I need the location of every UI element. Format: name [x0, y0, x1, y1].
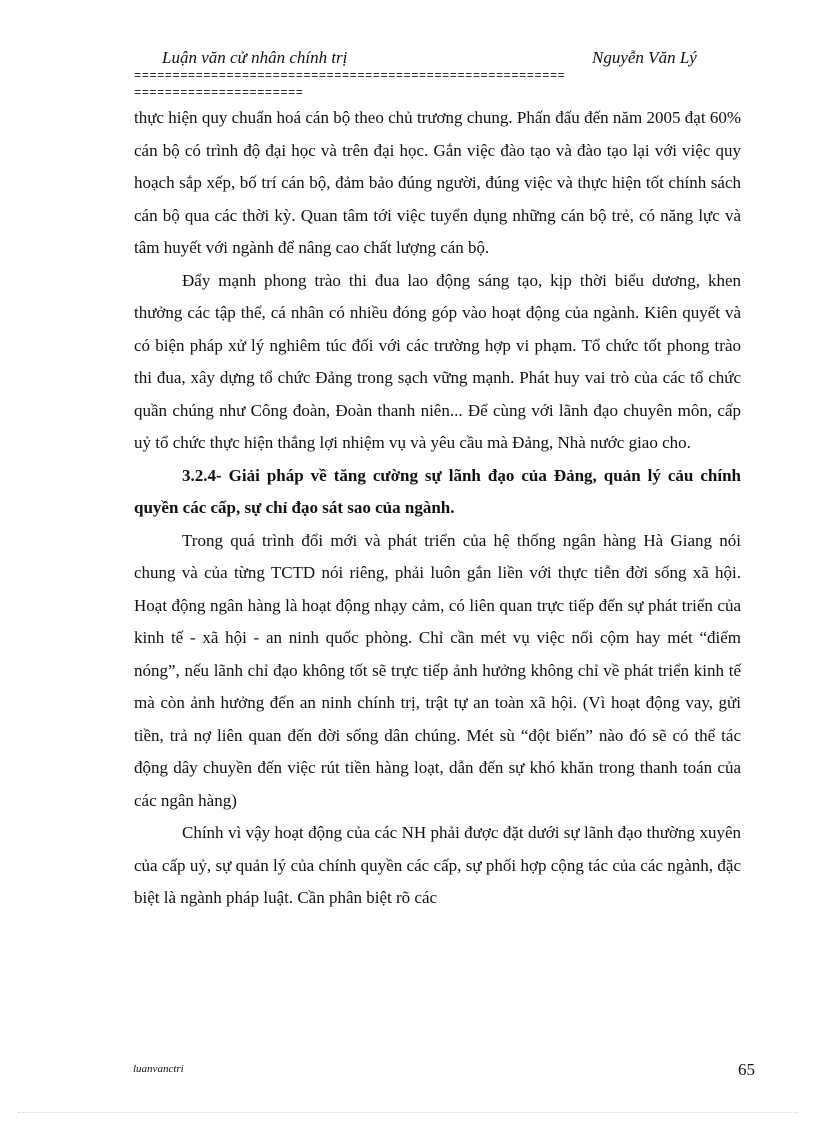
page-bottom-divider	[18, 1112, 798, 1113]
paragraph-3: Trong quá trình đổi mới và phát triển của hệ thống ngân hàng Hà Giang nói chung và của từng TCTD nói riêng, phải luôn gắn liền với thực tiễn đời sống xã hội. Hoạt động ngân hàng là hoạt động nhạy cảm, có liên quan trực tiếp đến sự phát triển của kinh tế - xã hội - an ninh quốc phòng. Chỉ cần mét vụ việc nổi cộm hay mét “điểm nóng”, nếu lãnh chỉ đạo không tốt sẽ trực tiếp ảnh hưởng không chỉ về phát triển kinh tế mà còn ảnh hưởng đến an ninh chính trị, trật tự an toàn xã hội. (Vì hoạt động vay, gửi tiền, trả nợ liên quan đến đời sống dân chúng. Mét sù “đột biến” nào đó sẽ có thể tác động dây chuyền đến việc rút tiền hàng loạt, dẫn đến sự khó khăn trong thanh toán của các ngân hàng)	[134, 530, 741, 810]
paragraph-2: Đẩy mạnh phong trào thi đua lao động sáng tạo, kịp thời biểu dương, khen thưởng các tập thể, cá nhân có nhiều đóng góp vào hoạt động của ngành. Kiên quyết và có biện pháp xử lý nghiêm túc đối với các trường hợp vi phạm. Tổ chức tốt phong trào thi đua, xây dựng tổ chức Đảng trong sạch vững mạnh. Phát huy vai trò của các tổ chức quần chúng như Công đoàn, Đoàn thanh niên... Để cùng với lãnh đạo chuyên môn, cấp uỷ tổ chức thực hiện thắng lợi nhiệm vụ và yêu cầu mà Đảng, Nhà nước giao cho.	[134, 270, 741, 452]
document-body	[134, 102, 741, 915]
paragraph-1: thực hiện quy chuẩn hoá cán bộ theo chủ trương chung. Phấn đấu đến năm 2005 đạt 60% cán bộ có trình độ đại học và trên đại học. Gắn việc đào tạo và đào tạo lại với việc quy hoạch sắp xếp, bố trí cán bộ, đảm bảo đúng người, đúng việc và thực hiện tốt chính sách cán bộ qua các thời kỳ. Quan tâm tới việc tuyển dụng những cán bộ trẻ, có năng lực và tâm huyết với ngành để nâng cao chất lượng cán bộ.	[134, 108, 741, 257]
section-heading: 3.2.4- Giải pháp về tăng cường sự lãnh đạo của Đảng, quản lý cảu chính quyền các cấp, sự chỉ đạo sát sao của ngành.	[134, 465, 741, 517]
paragraph-4: Chính vì vậy hoạt động của các NH phải được đặt dưới sự lãnh đạo thường xuyên của cấp uỷ, sự quản lý của chính quyền các cấp, sự phối hợp cộng tác của các ngành, đặc biệt là ngành pháp luật. Cần phân biệt rõ các	[134, 823, 741, 907]
header-title: Luận văn cử nhân chính trị	[162, 48, 348, 67]
footer-source: luanvanctri	[133, 1063, 184, 1075]
header-rule-line-1: ========================================================	[134, 69, 566, 83]
header-author: Nguyễn Văn Lý	[592, 48, 697, 67]
page-number: 65	[738, 1060, 755, 1079]
header-rule-line-2: ======================	[134, 86, 304, 100]
